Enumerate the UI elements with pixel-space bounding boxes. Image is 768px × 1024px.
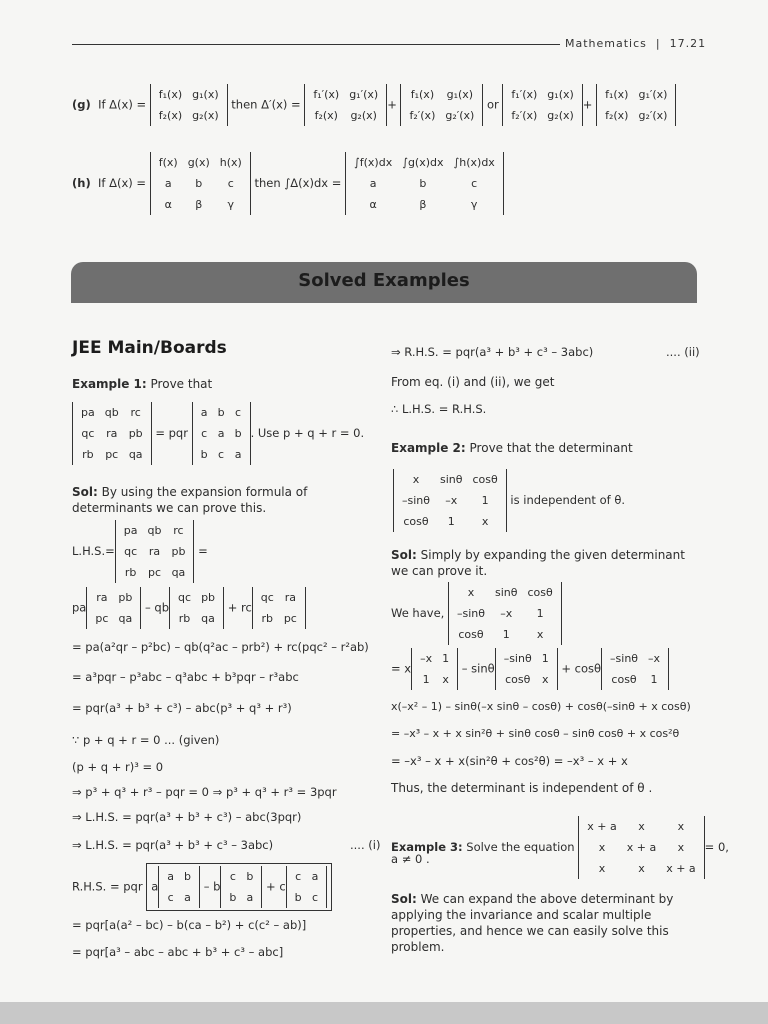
working-line: = pqr(a³ + b³ + c³) – abc(p³ + q³ + r³) bbox=[72, 701, 292, 715]
determinant: qc ra rb pc bbox=[252, 587, 306, 629]
determinant: a b c c a b b c a bbox=[192, 402, 251, 465]
banner-title: Solved Examples bbox=[298, 270, 470, 291]
determinant: a b c a bbox=[158, 866, 200, 908]
working-line: = pa(a²qr – p²bc) – qb(q²ac – prb²) + rc(pqc² – r²ab) bbox=[72, 640, 369, 654]
determinant: –x 1 1 x bbox=[411, 648, 458, 690]
determinant: ∫f(x)dx ∫g(x)dx ∫h(x)dx a b c α β γ bbox=[345, 152, 504, 215]
working-line: = a³pqr – p³abc – q³abc + b³pqr – r³abc bbox=[72, 670, 299, 684]
determinant: f₁(x) g₁(x) f₂(x) g₂(x) bbox=[150, 84, 228, 126]
footer-band bbox=[0, 1002, 768, 1024]
example-3-prompt: Example 3: Solve the equation x + a x x x x + a x x x x + a = 0, bbox=[391, 816, 729, 879]
working-line: x(–x² – 1) – sinθ(–x sinθ – cosθ) + cosθ(–sinθ + x cosθ) bbox=[391, 700, 691, 713]
determinant: qc pb rb qa bbox=[169, 587, 224, 629]
equation-tag: .... (i) bbox=[350, 838, 381, 852]
determinant: f₁′(x) g₁(x) f₂′(x) g₂(x) bbox=[502, 84, 582, 126]
example-3-solution-intro: Sol: We can expand the above determinant by applying the invariance and scalar multiple properties, and hence we can easily solve this problem. bbox=[391, 892, 674, 954]
expansion-line: pa ra pb pc qa – qb qc pb rb qa + rc qc ra rb pc bbox=[72, 587, 306, 629]
determinant: f₁(x) g₁(x) f₂′(x) g₂′(x) bbox=[400, 84, 483, 126]
property-h-lead: If Δ(x) = bbox=[98, 176, 147, 190]
working-line: ⇒ L.H.S. = pqr(a³ + b³ + c³ – 3abc) bbox=[72, 838, 274, 852]
running-header bbox=[565, 37, 706, 50]
sol-label: Sol: bbox=[391, 892, 417, 906]
working-line: ⇒ R.H.S. = pqr(a³ + b³ + c³ – 3abc) bbox=[391, 345, 594, 359]
working-line: = –x³ – x + x sin²θ + sinθ cosθ – sinθ cosθ + x cos²θ bbox=[391, 727, 680, 740]
determinant: x sinθ cosθ –sinθ –x 1 cosθ 1 x bbox=[393, 469, 507, 532]
property-g: (g) If Δ(x) = f₁(x) g₁(x) f₂(x) g₂(x) then Δ′(x) = f₁′(x) g₁′(x) f₂(x) g₂(x) + f₁(x) g₁(x) f₂′(x) g₂′(x) or f₁′(x) g₁(x) f₂′(x) g₂(x) + f₁(x) g₁′(x) f₂(x) g₂′(x) bbox=[72, 84, 676, 126]
working-line: ∴ L.H.S. = R.H.S. bbox=[391, 402, 487, 416]
header-rule bbox=[72, 44, 560, 45]
property-h bbox=[72, 152, 504, 215]
working-line: ∵ p + q + r = 0 ... (given) bbox=[72, 733, 220, 747]
header-separator: | bbox=[655, 37, 661, 50]
example-3-label: Example 3: bbox=[391, 840, 463, 854]
example-2-statement: x sinθ cosθ –sinθ –x 1 cosθ 1 x is independent of θ. bbox=[393, 469, 625, 532]
example-1-label: Example 1: bbox=[72, 377, 147, 391]
property-g-label: (g) bbox=[72, 97, 91, 112]
we-have-line: We have, x sinθ cosθ –sinθ –x 1 cosθ 1 x bbox=[391, 582, 562, 645]
property-g-or: or bbox=[487, 97, 499, 112]
working-line: From eq. (i) and (ii), we get bbox=[391, 375, 555, 389]
determinant: –sinθ 1 cosθ x bbox=[495, 648, 558, 690]
determinant: x sinθ cosθ –sinθ –x 1 cosθ 1 x bbox=[448, 582, 562, 645]
determinant: c a b c bbox=[286, 866, 328, 908]
sol-label: Sol: bbox=[391, 548, 417, 562]
determinant: f(x) g(x) h(x) a b c α β γ bbox=[150, 152, 251, 215]
rhs-line: R.H.S. = pqr a a b c a – b c b b a + c c a b c bbox=[72, 863, 332, 911]
working-line: (p + q + r)³ = 0 bbox=[72, 760, 164, 774]
example-1-prompt: Example 1: Prove that bbox=[72, 377, 213, 391]
page-number: 17.21 bbox=[669, 37, 707, 50]
section-heading: JEE Main/Boards bbox=[72, 338, 227, 358]
property-h-label: (h) bbox=[72, 176, 91, 190]
property-h-then: then ∫Δ(x)dx = bbox=[254, 176, 342, 190]
working-line: ⇒ L.H.S. = pqr(a³ + b³ + c³) – abc(3pqr) bbox=[72, 810, 302, 824]
determinant: ra pb pc qa bbox=[86, 587, 141, 629]
determinant: x + a x x x x + a x x x x + a bbox=[578, 816, 704, 879]
working-line: ⇒ p³ + q³ + r³ – pqr = 0 ⇒ p³ + q³ + r³ = 3pqr bbox=[72, 785, 337, 799]
determinant: –sinθ –x cosθ 1 bbox=[601, 648, 669, 690]
subject-title: Mathematics bbox=[565, 37, 647, 50]
example-3-condition: a ≠ 0 . bbox=[391, 852, 430, 866]
property-g-then: then Δ′(x) = bbox=[231, 97, 301, 112]
determinant: f₁′(x) g₁′(x) f₂(x) g₂(x) bbox=[304, 84, 387, 126]
example-1-statement: pa qb rc qc ra pb rb pc qa = pqr a b c c a b b c a . Use p + q + r = 0. bbox=[72, 402, 364, 465]
sol-label: Sol: bbox=[72, 485, 98, 499]
determinant: c b b a bbox=[220, 866, 262, 908]
working-line: = pqr[a(a² – bc) – b(ca – b²) + c(c² – ab)] bbox=[72, 918, 307, 932]
working-line: = –x³ – x + x(sin²θ + cos²θ) = –x³ – x + x bbox=[391, 754, 628, 768]
example-2-solution-intro: Sol: Simply by expanding the given determinant we can prove it. bbox=[391, 548, 685, 578]
working-line: Thus, the determinant is independent of θ . bbox=[391, 781, 653, 795]
expansion-line: = x –x 1 1 x – sinθ –sinθ 1 cosθ x + cosθ –sinθ –x cosθ 1 bbox=[391, 648, 669, 690]
equation-tag: .... (ii) bbox=[666, 345, 700, 359]
example-2-label: Example 2: bbox=[391, 441, 466, 455]
determinant: pa qb rc qc ra pb rb pc qa bbox=[115, 520, 195, 583]
determinant: pa qb rc qc ra pb rb pc qa bbox=[72, 402, 152, 465]
lhs-line: L.H.S.= pa qb rc qc ra pb rb pc qa = bbox=[72, 520, 208, 583]
example-1-solution-intro: Sol: By using the expansion formula of determinants we can prove this. bbox=[72, 485, 308, 515]
example-2-prompt: Example 2: Prove that the determinant bbox=[391, 441, 633, 455]
determinant: f₁(x) g₁′(x) f₂(x) g₂′(x) bbox=[596, 84, 676, 126]
bracket-group: a a b c a – b c b b a + c c a b c bbox=[146, 863, 332, 911]
property-g-lead: If Δ(x) = bbox=[98, 97, 147, 112]
working-line: = pqr[a³ – abc – abc + b³ + c³ – abc] bbox=[72, 945, 284, 959]
